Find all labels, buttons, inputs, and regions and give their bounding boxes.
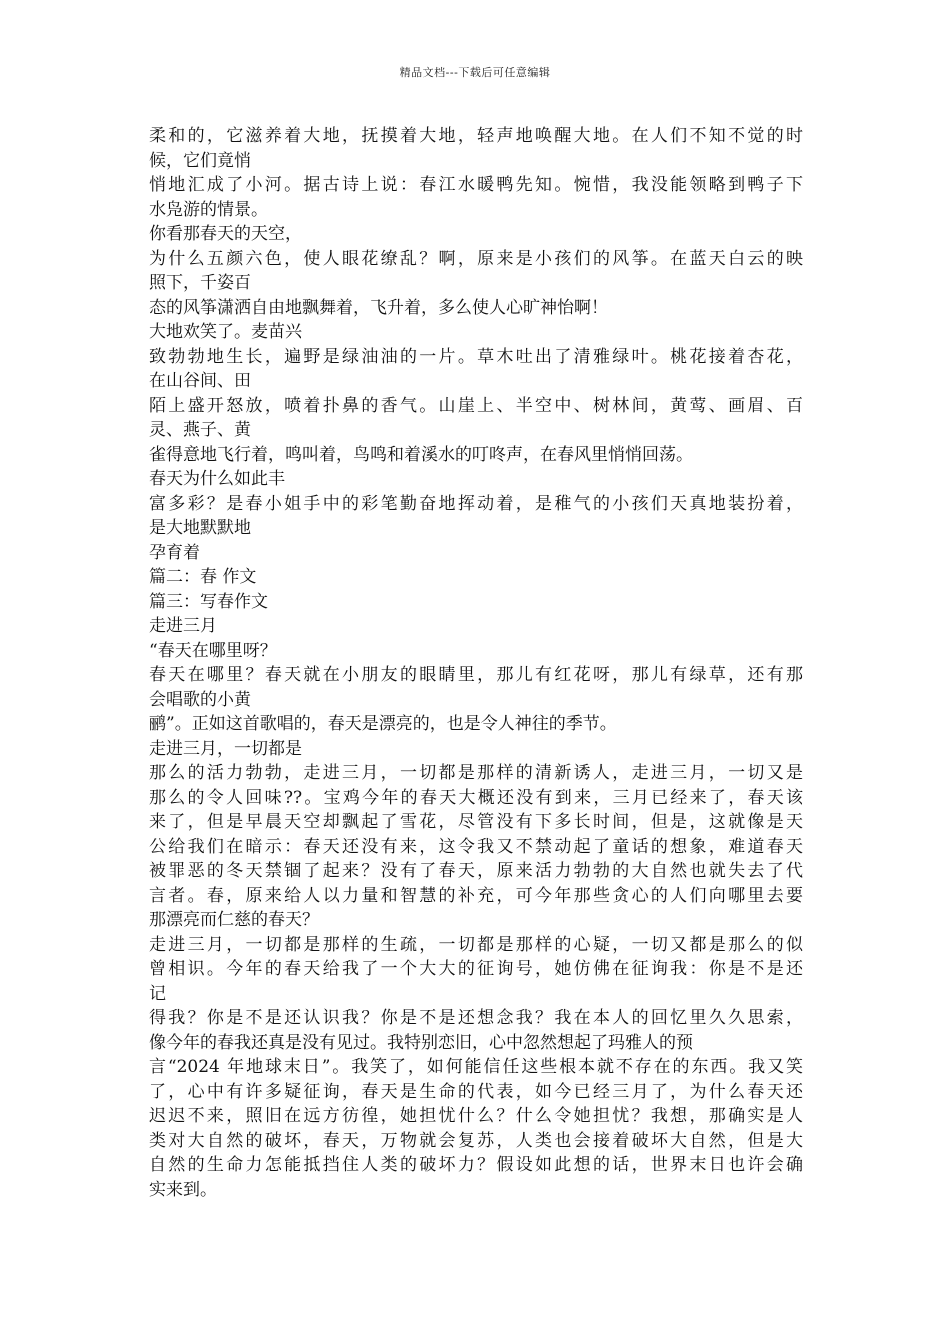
text-line: 走进三月，一切都是 — [149, 738, 302, 759]
text-line: 言者。春，原来给人以力量和智慧的补充，可今年那些贪心的人们向哪里去要 — [149, 885, 803, 906]
text-line: 被罪恶的冬天禁锢了起来？没有了春天，原来活力勃勃的大自然也就失去了代 — [149, 861, 803, 881]
text-line: 水凫游的情景。 — [149, 199, 268, 220]
text-line: 致勃勃地生长，遍野是绿油油的一片。草木吐出了清雅绿叶。桃花接着杏花， — [149, 346, 803, 367]
text-line: 悄地汇成了小河。据古诗上说：春江水暖鸭先知。惋惜，我没能领略到鸭子下 — [149, 175, 803, 195]
text-line: 自然的生命力怎能抵挡住人类的破坏力？假设如此想的话，世界末日也许会确 — [149, 1155, 803, 1175]
text-line: 富多彩？是春小姐手中的彩笔勤奋地挥动着，是稚气的小孩们天真地装扮着， — [149, 493, 803, 514]
text-line: 春天在哪里？春天就在小朋友的眼睛里，那儿有红花呀，那儿有绿草，还有那 — [149, 665, 803, 685]
text-line: 你看那春天的天空， — [149, 224, 302, 244]
text-line: 言“2024 年地球末日”。我笑了，如何能信任这些根本就不存在的东西。我又笑 — [149, 1057, 803, 1077]
text-line: 走进三月，一切都是那样的生疏，一切都是那样的心疑，一切又都是那么的似 — [149, 934, 803, 955]
text-line: 像今年的春我还真是没有见过。我特别恋旧，心中忽然想起了玛雅人的预 — [149, 1032, 693, 1053]
text-line: 照下，千姿百 — [149, 273, 251, 293]
text-line: 公给我们在暗示：春天还没有来，这令我又不禁动起了童话的想象，难道春天 — [149, 836, 803, 857]
text-line: 迟迟不来，照旧在远方彷徨，她担忧什么？什么令她担忧？我想，那确实是人 — [149, 1106, 803, 1126]
text-line: 孕育着 — [149, 542, 200, 563]
text-line: 柔和的，它滋养着大地，抚摸着大地，轻声地唤醒大地。在人们不知不觉的时 — [149, 126, 803, 146]
text-line: 候，它们竟悄 — [149, 150, 251, 171]
document-body — [149, 124, 803, 1202]
text-line: 实来到。 — [149, 1179, 217, 1200]
text-line: 那么的令人回味??。宝鸡今年的春天大概还没有到来，三月已经来了，春天该 — [149, 787, 803, 808]
text-line: 为什么五颜六色，使人眼花缭乱？啊，原来是小孩们的风筝。在蓝天白云的映 — [149, 248, 803, 269]
text-line: 灵、燕子、黄 — [149, 420, 251, 440]
text-line: “春天在哪里呀？ — [149, 640, 277, 661]
text-line: 春天为什么如此丰 — [149, 469, 285, 489]
text-line: 那么的活力勃勃，走进三月，一切都是那样的清新诱人，走进三月，一切又是 — [149, 763, 803, 783]
text-line: 态的风筝潇洒自由地飘舞着，飞升着，多么使人心旷神怡啊！ — [149, 297, 608, 318]
text-line: 篇二：春 作文 — [149, 567, 257, 587]
text-line: 鹂”。正如这首歌唱的，春天是漂亮的，也是令人神往的季节。 — [149, 714, 617, 734]
text-line: 雀得意地飞行着，鸣叫着，鸟鸣和着溪水的叮咚声，在春风里悄悄回荡。 — [149, 444, 693, 465]
text-line: 那漂亮而仁慈的春天？ — [149, 910, 319, 930]
text-line: 会唱歌的小黄 — [149, 689, 251, 710]
text-line: 在山谷间、田 — [149, 371, 251, 391]
text-line: 篇三：写春作文 — [149, 591, 268, 612]
text-line: 曾相识。今年的春天给我了一个大大的征询号，她仿佛在征询我：你是不是还 — [149, 959, 803, 979]
text-line: 大地欢笑了。麦苗兴 — [149, 322, 302, 342]
page-header: 精品文档---下载后可任意编辑 — [399, 66, 551, 79]
text-line: 类对大自然的破坏，春天，万物就会复苏，人类也会接着破坏大自然，但是大 — [149, 1130, 803, 1151]
text-line: 走进三月 — [149, 616, 217, 636]
text-line: 了，心中有许多疑征询，春天是生命的代表，如今已经三月了，为什么春天还 — [149, 1081, 803, 1102]
text-line: 是大地默默地 — [149, 518, 251, 538]
text-line: 陌上盛开怒放，喷着扑鼻的香气。山崖上、半空中、树林间，黄莺、画眉、百 — [149, 395, 803, 416]
text-line: 得我？你是不是还认识我？你是不是还想念我？我在本人的回忆里久久思索， — [149, 1008, 803, 1028]
text-line: 记 — [149, 983, 166, 1004]
text-line: 来了，但是早晨天空却飘起了雪花，尽管没有下多长时间，但是，这就像是天 — [149, 812, 803, 832]
